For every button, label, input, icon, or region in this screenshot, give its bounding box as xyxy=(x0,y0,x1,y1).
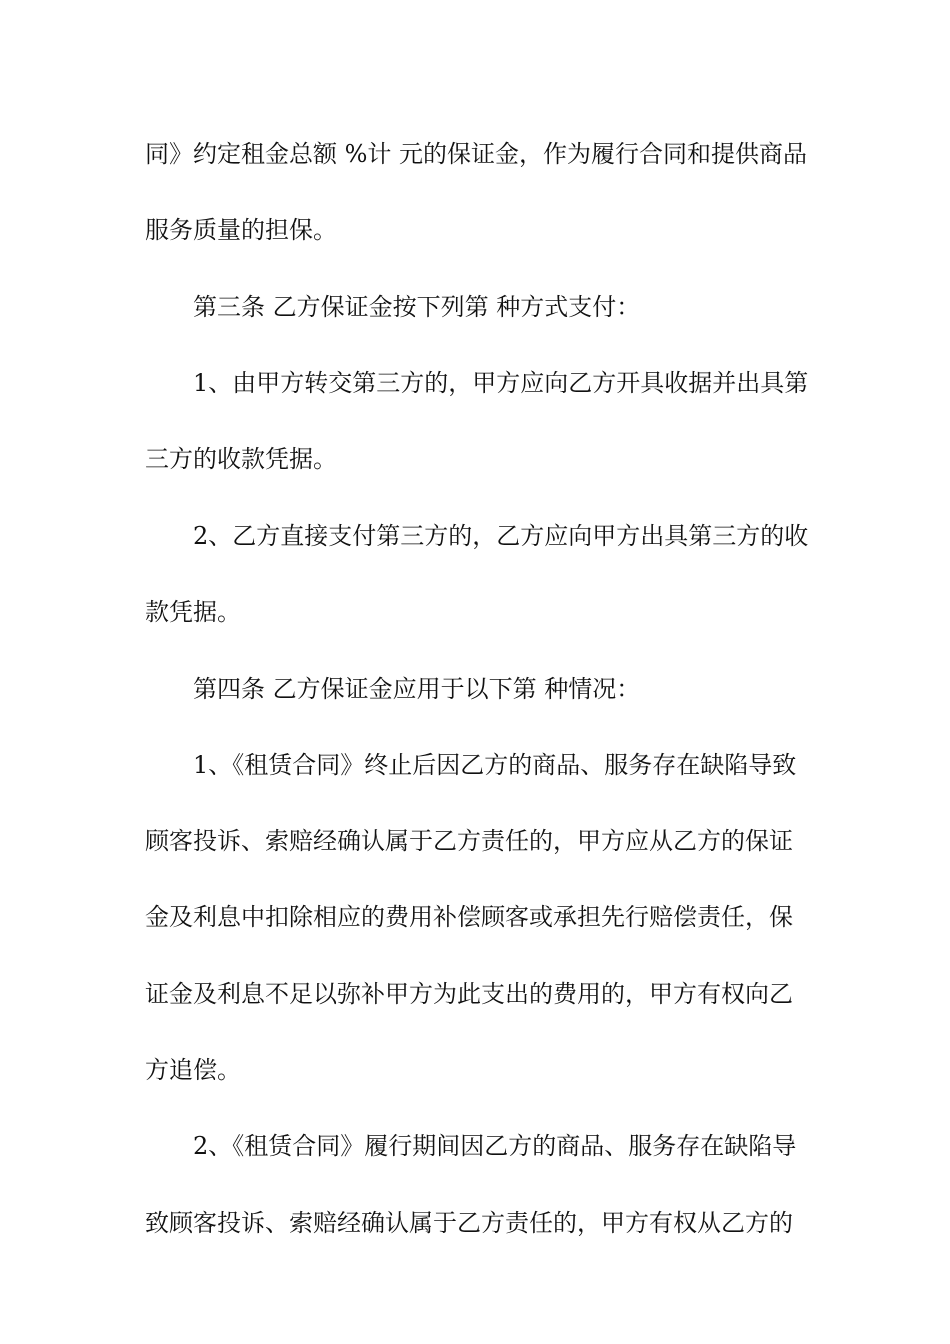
text-line: 三方的收款凭据。 xyxy=(145,445,337,473)
text-line: 顾客投诉、索赔经确认属于乙方责任的，甲方应从乙方的保证 xyxy=(145,827,793,855)
text-line: 2、乙方直接支付第三方的，乙方应向甲方出具第三方的收 xyxy=(193,522,809,550)
text-line: 1、由甲方转交第三方的，甲方应向乙方开具收据并出具第 xyxy=(193,369,809,397)
text-line: 方追偿。 xyxy=(145,1056,241,1084)
text-line: 款凭据。 xyxy=(145,598,241,626)
article-heading: 第三条 乙方保证金按下列第 种方式支付： xyxy=(193,293,641,321)
article-heading: 第四条 乙方保证金应用于以下第 种情况： xyxy=(193,675,641,703)
text-line: 同》约定租金总额 %计 元的保证金，作为履行合同和提供商品 xyxy=(145,140,808,168)
text-line: 致顾客投诉、索赔经确认属于乙方责任的，甲方有权从乙方的 xyxy=(145,1209,793,1237)
text-line: 服务质量的担保。 xyxy=(145,216,337,244)
text-line: 金及利息中扣除相应的费用补偿顾客或承担先行赔偿责任，保 xyxy=(145,903,793,931)
text-line: 1、《租赁合同》终止后因乙方的商品、服务存在缺陷导致 xyxy=(193,751,797,779)
text-line: 2、《租赁合同》履行期间因乙方的商品、服务存在缺陷导 xyxy=(193,1132,797,1160)
text-line: 证金及利息不足以弥补甲方为此支出的费用的，甲方有权向乙 xyxy=(145,980,793,1008)
